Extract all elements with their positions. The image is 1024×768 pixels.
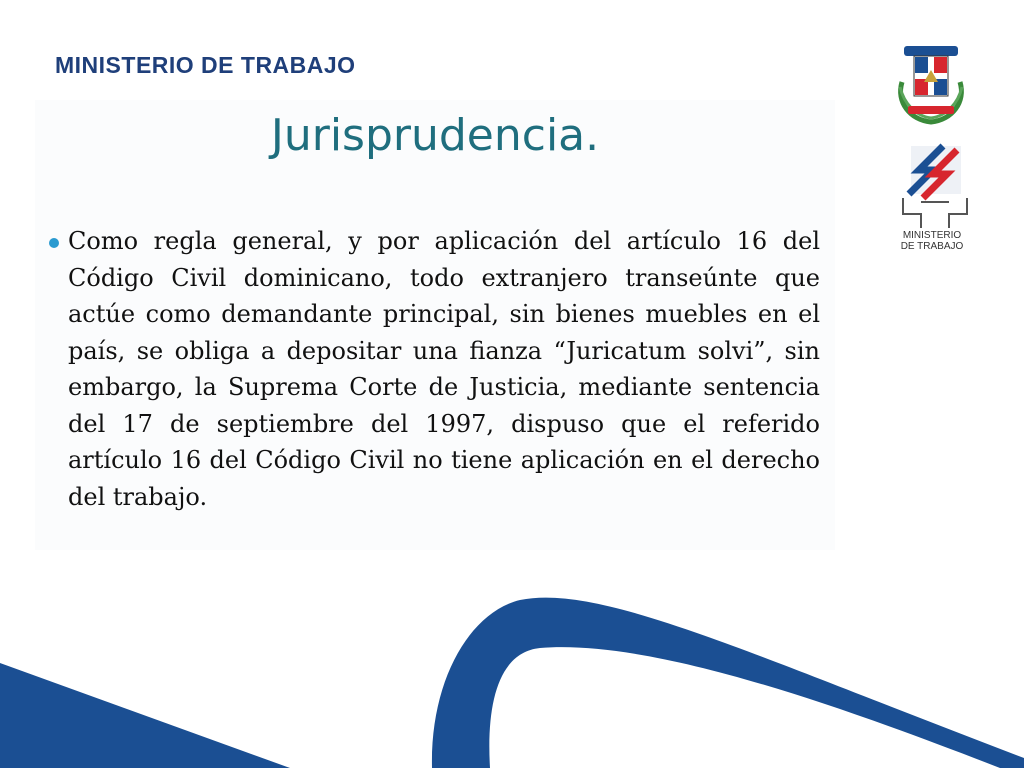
content-area — [35, 100, 835, 550]
slide-body-text: Como regla general, y por aplicación del artículo 16 del Código Civil dominicano, todo extranjero transeúnte que actúe como demandante principal, sin bienes muebles en el país, se obliga a depositar una fianza “Juricatum solvi”, sin embargo, la Suprema Corte de Justicia, mediante sentencia del 17 de septiembre del 1997, dispuso que el referido artículo 16 del Código Civil no tiene aplicación en el derecho del trabajo. — [68, 227, 820, 511]
ministry-logo-line2: DE TRABAJO — [900, 241, 964, 252]
ministry-logo-line1: MINISTERIO — [902, 230, 962, 241]
footer-swoosh — [0, 560, 1024, 768]
ministry-header: MINISTERIO DE TRABAJO — [55, 52, 356, 78]
slide-title: Jurisprudencia. — [270, 110, 600, 161]
ministry-logo-icon — [899, 142, 971, 228]
ministry-logo-text — [884, 230, 980, 252]
bullet-icon — [49, 238, 59, 248]
coat-of-arms-icon — [890, 42, 972, 126]
